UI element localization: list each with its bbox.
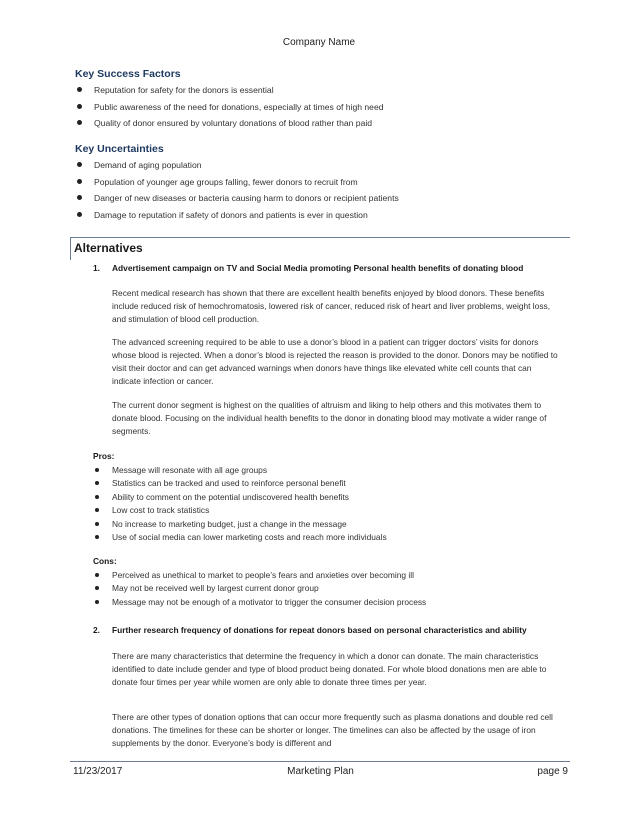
list-item: Perceived as unethical to market to people’s fears and anxieties over becoming ill: [93, 569, 553, 582]
footer-page-number: page 9: [537, 766, 568, 777]
list-item: Message will resonate with all age groups: [93, 464, 553, 477]
key-uncertainties-title: Key Uncertainties: [75, 143, 164, 155]
list-item: Reputation for safety for the donors is essential: [75, 84, 575, 101]
list-item: Public awareness of the need for donations, especially at times of high need: [75, 101, 575, 118]
alternatives-rule-top: [70, 237, 570, 238]
alternative-1-heading-text: Advertisement campaign on TV and Social Media promoting Personal health benefits of donating blood: [112, 263, 524, 273]
page-header-company: Company Name: [282, 37, 356, 48]
alternative-1-paragraph: The current donor segment is highest on the qualities of altruism and liking to help others and this motivates them to donate blood. Focusing on the individual health benefits to the donor in donating blood may motivate a wider range of segments.: [112, 400, 547, 436]
list-item: Demand of aging population: [75, 159, 575, 176]
list-item: Statistics can be tracked and used to reinforce personal benefit: [93, 477, 553, 490]
list-item: May not be received well by largest current donor group: [93, 582, 553, 595]
pros-list: [93, 464, 553, 544]
alternative-1-paragraph: Recent medical research has shown that there are excellent health benefits enjoyed by blood donors. These benefits include reduced risk of hemochromatosis, lowered risk of cancer, reduced risk of heart and liver problems, weight loss, and stimulation of blood cell production.: [112, 288, 551, 324]
cons-title: Cons:: [93, 556, 117, 566]
list-item: Use of social media can lower marketing costs and reach more individuals: [93, 531, 553, 544]
list-item: Damage to reputation if safety of donors and patients is ever in question: [75, 209, 575, 226]
cons-list: [93, 569, 553, 609]
alternatives-title: Alternatives: [74, 241, 143, 255]
footer-title: Marketing Plan: [287, 766, 354, 777]
alternatives-rule-left: [70, 237, 71, 260]
alternative-2-paragraph: There are other types of donation options that can occur more frequently such as plasma donations and double red cell donations. The timelines for these can be shorter or longer. The timelines can also be affected by the usage of iron supplements by the donor. Everyone’s body is different and: [112, 712, 553, 748]
alternative-2-paragraph: There are many characteristics that determine the frequency in which a donor can donate. The main characteristics identified to date include gender and type of blood product being donated. For whole blood donations men are able to donate four times per year while women are only able to donate three times per year.: [112, 651, 547, 687]
footer-date: 11/23/2017: [73, 766, 123, 777]
key-success-list: [75, 84, 575, 134]
list-item: Quality of donor ensured by voluntary donations of blood rather than paid: [75, 117, 575, 134]
list-item: Message may not be enough of a motivator to trigger the consumer decision process: [93, 596, 553, 609]
footer-rule: [70, 761, 570, 762]
key-success-title: Key Success Factors: [75, 68, 181, 80]
list-item: Low cost to track statistics: [93, 504, 553, 517]
alternative-1-paragraph: The advanced screening required to be able to use a donor’s blood in a patient can trigger doctors’ visits for donors whose blood is rejected. When a donor’s blood is rejected the reason is provided to the donor. Donors may be notified to visit their doctor and can get advanced warnings when donors have things like elevated white cell counts that can indicate infection or cancer.: [112, 337, 558, 386]
alternative-2-heading-text: Further research frequency of donations for repeat donors based on personal characteristics and ability: [112, 625, 527, 635]
list-item: Population of younger age groups falling, fewer donors to recruit from: [75, 176, 575, 193]
alternative-2-heading: [93, 624, 553, 637]
alternative-2-number: 2.: [93, 625, 100, 635]
key-uncertainties-list: [75, 159, 575, 225]
list-item: No increase to marketing budget, just a change in the message: [93, 518, 553, 531]
list-item: Danger of new diseases or bacteria causing harm to donors or recipient patients: [75, 192, 575, 209]
pros-title: Pros:: [93, 451, 115, 461]
list-item: Ability to comment on the potential undiscovered health benefits: [93, 491, 553, 504]
alternative-1-number: 1.: [93, 263, 100, 273]
alternative-1-heading: [93, 262, 553, 275]
